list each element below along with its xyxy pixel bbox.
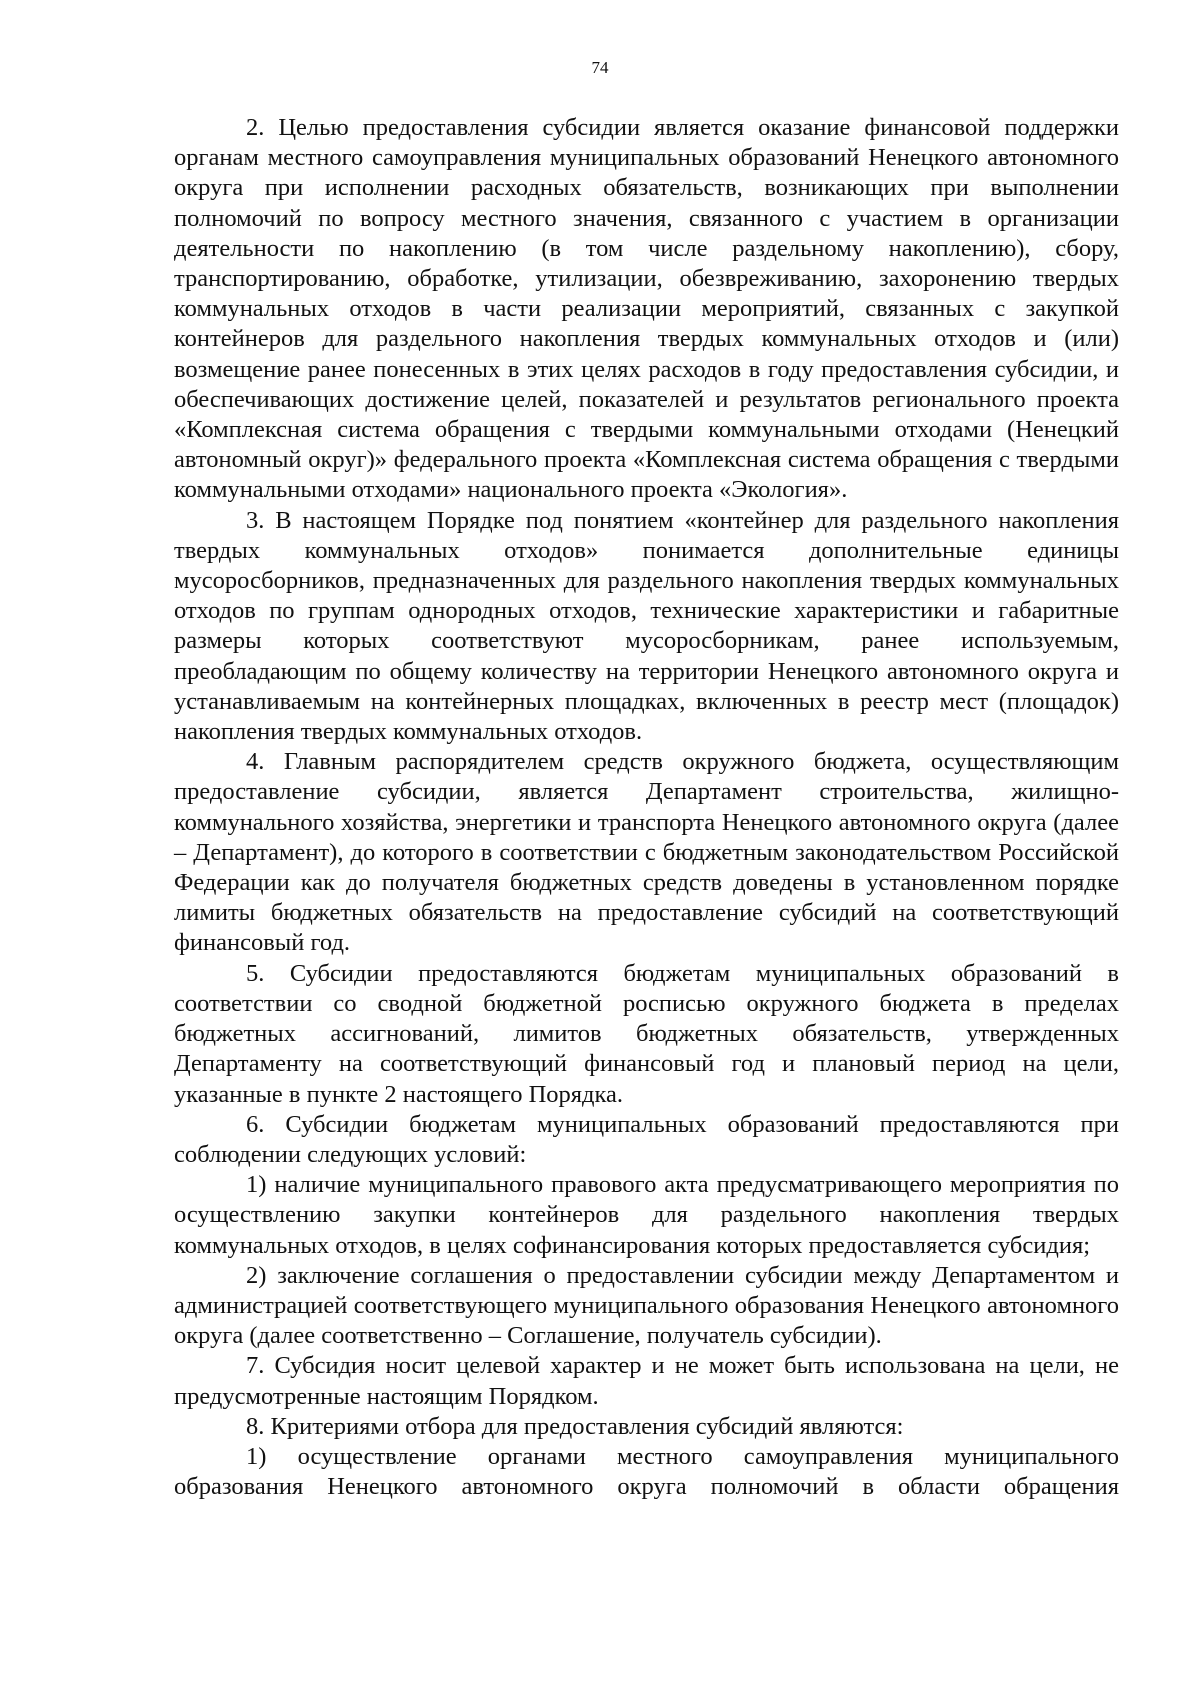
document-body [174, 113, 1119, 1502]
paragraph-6-item-1: 1) наличие муниципального правового акта предусматривающего мероприятия по осуществлению закупки контейнеров для раздельного накопления твердых коммунальных отходов, в целях софинансирования которых предоставляется субсидия; [174, 1171, 1119, 1259]
paragraph-6-item-2: 2) заключение соглашения о предоставлении субсидии между Департаментом и администрацией соответствующего муниципального образования Ненецкого автономного округа (далее соответственно – Соглашение, получатель субсидии). [174, 1261, 1119, 1350]
paragraph-7: 7. Субсидия носит целевой характер и не может быть использована на цели, не предусмотренные настоящим Порядком. [174, 1352, 1119, 1410]
paragraph-4: 4. Главным распорядителем средств окружного бюджета, осуществляющим предоставление субсидии, является Департамент строительства, жилищно-коммунального хозяйства, энергетики и транспорта Ненецкого автономного округа (далее – Департамент), до которого в соответствии с бюджетным законодательством Российской Федерации как до получателя бюджетных средств доведены в установленном порядке лимиты бюджетных обязательств на предоставление субсидий на соответствующий финансовый год. [174, 748, 1119, 957]
paragraph-3: 3. В настоящем Порядке под понятием «контейнер для раздельного накопления твердых коммунальных отходов» понимается дополнительные единицы мусоросборников, предназначенных для раздельного накопления твердых коммунальных отходов по группам однородных отходов, технические характеристики и габаритные размеры которых соответствуют мусоросборникам, ранее используемым, преобладающим по общему количеству на территории Ненецкого автономного округа и устанавливаемым на контейнерных площадках, включенных в реестр мест (площадок) накопления твердых коммунальных отходов. [174, 506, 1119, 746]
paragraph-8-item-1: 1) осуществление органами местного самоуправления муниципального образования Ненецкого автономного округа полномочий в области обращения [174, 1442, 1119, 1501]
paragraph-8: 8. Критериями отбора для предоставления субсидий являются: [246, 1412, 904, 1440]
paragraph-5: 5. Субсидии предоставляются бюджетам муниципальных образований в соответствии со сводной бюджетной росписью окружного бюджета в пределах бюджетных ассигнований, лимитов бюджетных обязательств, утвержденных Департаменту на соответствующий финансовый год и плановый период на цели, указанные в пункте 2 настоящего Порядка. [174, 959, 1119, 1108]
paragraph-6: 6. Субсидии бюджетам муниципальных образований предоставляются при соблюдении следующих условий: [174, 1110, 1119, 1168]
paragraph-2: 2. Целью предоставления субсидии является оказание финансовой поддержки органам местного самоуправления муниципальных образований Ненецкого автономного округа при исполнении расходных обязательств, возникающих при выполнении полномочий по вопросу местного значения, связанного с участием в организации деятельности по накоплению (в том числе раздельному накоплению), сбору, транспортированию, обработке, утилизации, обезвреживанию, захоронению твердых коммунальных отходов в части реализации мероприятий, связанных с закупкой контейнеров для раздельного накопления твердых коммунальных отходов и (или) возмещение ранее понесенных в этих целях расходов в году предоставления субсидии, и обеспечивающих достижение целей, показателей и результатов регионального проекта «Комплексная система обращения с твердыми коммунальными отходами (Ненецкий автономный округ)» федерального проекта «Комплексная система обращения с твердыми коммунальными отходами» национального проекта «Экология». [174, 114, 1119, 504]
page-number: 74 [591, 58, 609, 77]
